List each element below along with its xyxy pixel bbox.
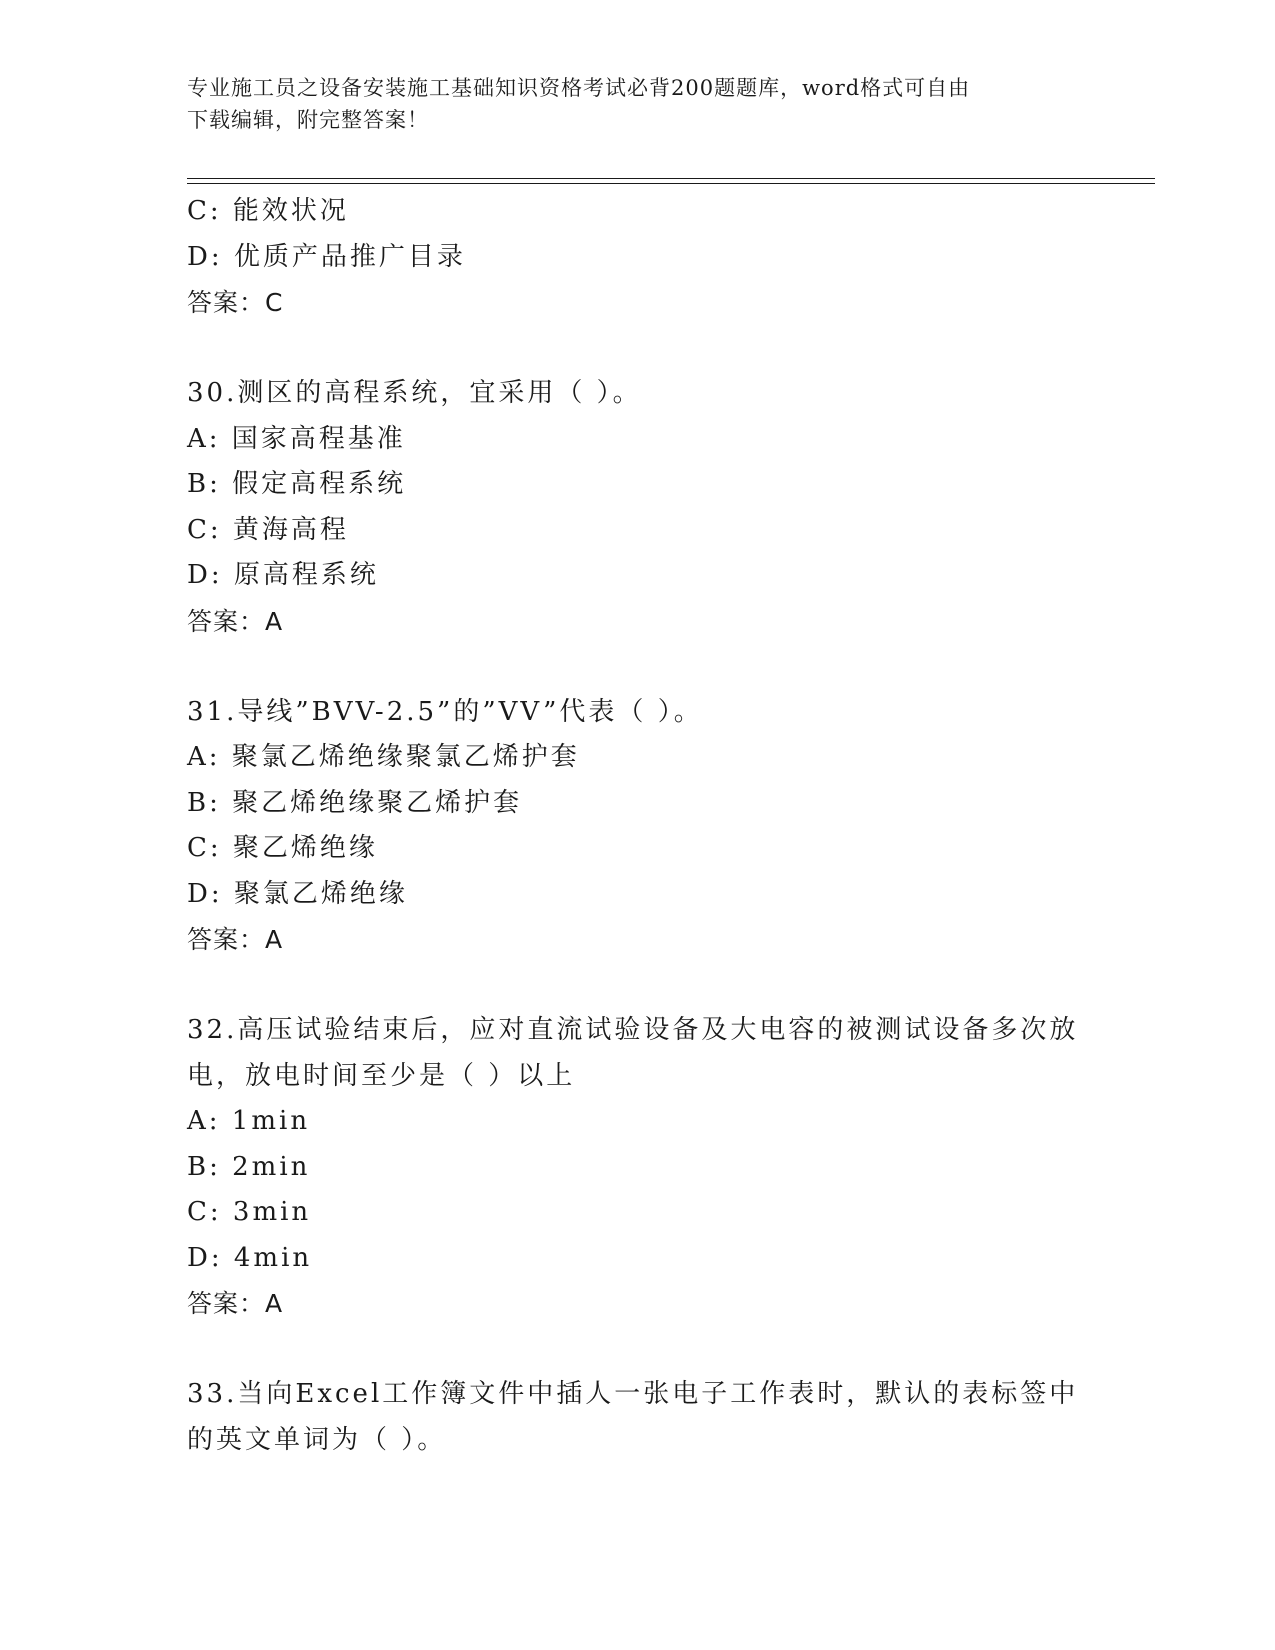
question-32 (187, 1008, 1087, 1327)
option-c: C: 黄海高程 (187, 514, 349, 545)
question-30 (187, 371, 1087, 644)
option-b: B: 2min (187, 1151, 311, 1182)
option-b: B: 聚乙烯绝缘聚乙烯护套 (187, 787, 523, 818)
question-text-line-1: 33.当向Excel工作簿文件中插人一张电子工作表时，默认的表标签中 (187, 1379, 1079, 1409)
question-text-line-2: 的英文单词为（ ）。 (187, 1424, 447, 1455)
spacer (187, 326, 1087, 372)
answer: 答案：A (187, 925, 284, 954)
question-text: 30.测区的高程系统，宜采用（ ）。 (187, 378, 642, 408)
option-c: C: 3min (187, 1197, 312, 1227)
option-d: D: 优质产品推广目录 (187, 241, 466, 272)
option-a: A: 国家高程基准 (187, 423, 406, 454)
answer: 答案：A (187, 1289, 284, 1318)
spacer (187, 963, 1087, 1009)
option-c: C: 能效状况 (187, 196, 349, 226)
question-29-partial (187, 189, 1087, 326)
spacer (187, 644, 1087, 690)
header-divider-top (187, 178, 1155, 179)
answer: 答案：A (187, 606, 284, 636)
answer: 答案：C (187, 288, 284, 317)
option-d: D: 聚氯乙烯绝缘 (187, 878, 408, 909)
option-c: C: 聚乙烯绝缘 (187, 833, 378, 863)
spacer (187, 1327, 1087, 1373)
question-31 (187, 690, 1087, 963)
question-list (187, 189, 1087, 1463)
option-a: A: 1min (187, 1106, 311, 1136)
option-b: B: 假定高程系统 (187, 469, 407, 499)
document-header (187, 72, 1067, 136)
header-title-line-1: 专业施工员之设备安装施工基础知识资格考试必背200题题库，word格式可自由 (187, 76, 971, 100)
header-divider-bottom (187, 183, 1155, 184)
question-text: 31.导线”BVV-2.5”的”VV”代表（ ）。 (187, 696, 703, 727)
option-d: D: 4min (187, 1242, 313, 1273)
question-text-line-1: 32.高压试验结束后，应对直流试验设备及大电容的被测试设备多次放 (187, 1015, 1079, 1045)
option-a: A: 聚氯乙烯绝缘聚氯乙烯护套 (187, 742, 580, 772)
option-d: D: 原高程系统 (187, 560, 379, 590)
question-33 (187, 1372, 1087, 1463)
header-title-line-2: 下载编辑，附完整答案！ (187, 108, 429, 132)
question-text-line-2: 电，放电时间至少是（ ）以上 (187, 1060, 576, 1091)
